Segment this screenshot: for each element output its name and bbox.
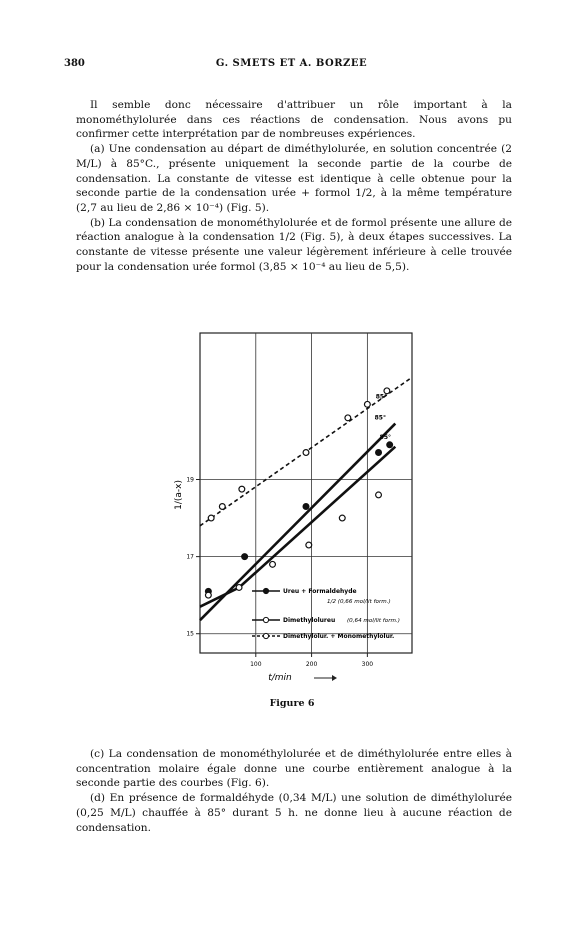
data-point-s1-3	[303, 504, 309, 510]
data-point-s2-1	[205, 592, 211, 598]
x-axis-label: t/min	[268, 673, 292, 683]
x-axis-arrowhead	[332, 675, 337, 681]
x-tick-label: 100	[250, 661, 262, 668]
paragraph: (a) Une condensation au départ de diméthylolurée, en solution concentrée (2 M/L) à 85°C., présente uniquement la seconde partie de la courbe de condensation. La constante de vitesse est identique à celle obtenue pour la seconde partie de la condensation urée + formol 1/2, à la même température (2,7 au lieu de 2,86 × 10⁻⁴) (Fig. 5).	[76, 143, 512, 214]
figure-6	[150, 323, 450, 703]
paragraph: (b) La condensation de monométhylolurée et de formol présente une allure de réaction analogue à la condensation 1/2 (Fig. 5), à deux étapes successives. La constante de vitesse présente une valeur légèrement inférieure à celle trouvée pour la condensation urée formol (3,85 × 10⁻⁴ au lieu de 5,5).	[76, 216, 512, 273]
data-point-s2-6	[376, 492, 382, 498]
paragraph: Il semble donc nécessaire d'attribuer un rôle important à la monométhylolurée dans ces réactions de condensation. Nous avons pu confirmer cette interprétation par de nombreuses expériences.	[76, 99, 512, 141]
legend-label-2: Dimethylolureu	[283, 617, 336, 625]
y-tick-label: 17	[186, 553, 194, 561]
y-tick-label: 15	[186, 630, 194, 638]
reaction-kinetics-chart	[150, 323, 450, 703]
data-point-s3-4	[303, 450, 309, 456]
data-point-s3-1	[208, 515, 214, 521]
page-header	[64, 58, 519, 74]
y-axis-label: 1/(a-x)	[174, 479, 184, 510]
legend-label-1: Ureu + Formaldehyde	[283, 588, 357, 596]
legend-label-3: Dimethylolur. + Monomethylolur.	[283, 633, 395, 641]
data-point-s2-5	[339, 515, 345, 521]
body-text-bottom	[76, 747, 512, 835]
y-tick-label: 19	[186, 476, 194, 484]
figure-caption: Figure 6	[269, 698, 315, 709]
legend-marker-2	[263, 617, 268, 622]
data-point-s1-4	[376, 450, 382, 456]
legend-sub-2: (0,64 mol/lit form.)	[347, 618, 400, 625]
data-point-s1-5	[387, 442, 393, 448]
running-head: G. SMETS ET A. BORZEE	[215, 58, 368, 69]
x-tick-label: 300	[361, 661, 374, 668]
series-line-2	[200, 447, 395, 607]
data-point-s3-3	[239, 486, 245, 492]
legend-sub-1: 1/2 (0,66 mol/lit form.)	[327, 599, 391, 605]
data-point-s3-2	[219, 504, 225, 510]
x-tick-label: 200	[305, 661, 318, 668]
temperature-annotation: 85°	[374, 414, 386, 422]
data-point-s2-2	[236, 585, 242, 591]
data-point-s3-6	[364, 401, 370, 407]
paragraph: (c) La condensation de monométhylolurée et de diméthylolurée entre elles à concentration molaire égale donne une courbe entièrement analogue à la seconde partie des courbes (Fig. 6).	[76, 748, 512, 790]
data-point-s2-3	[270, 561, 276, 567]
data-point-s1-2	[242, 554, 248, 560]
data-point-s3-5	[345, 415, 351, 421]
legend-marker-1	[263, 588, 268, 593]
temperature-annotation: 85°	[379, 434, 392, 442]
paragraph: (d) En présence de formaldéhyde (0,34 M/L) une solution de diméthylolurée (0,25 M/L) chauffée à 85° durant 5 h. ne donne lieu à aucune réaction de condensation.	[76, 792, 512, 834]
body-text-top	[76, 98, 512, 274]
page-number: 380	[64, 58, 85, 69]
legend-marker-3	[263, 633, 268, 638]
data-point-s2-4	[306, 542, 312, 548]
temperature-annotation: 85°	[375, 393, 388, 401]
